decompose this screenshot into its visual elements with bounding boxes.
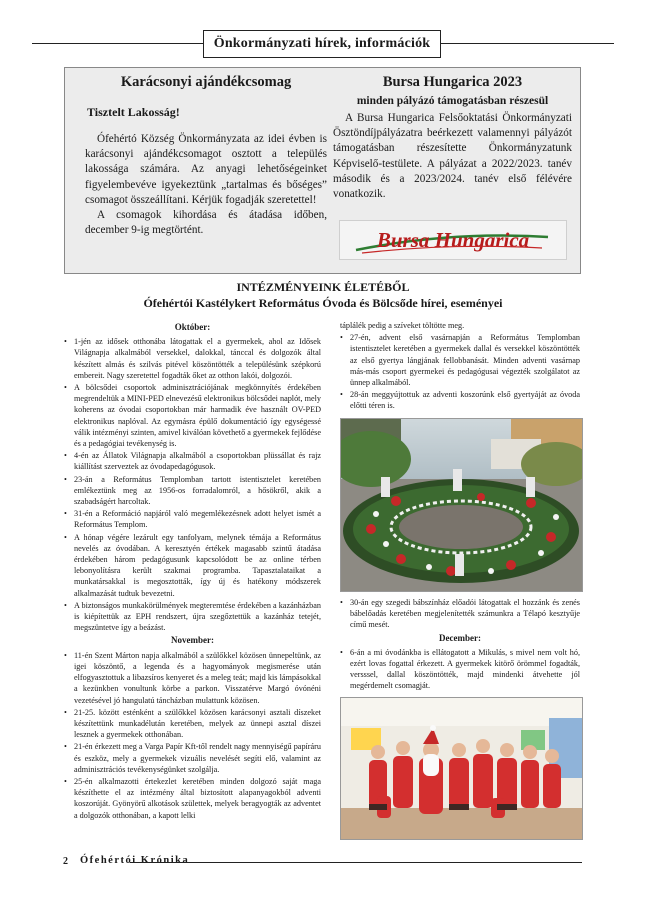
gift-package-title: Karácsonyi ajándékcsomag	[120, 74, 292, 90]
list-item: • A bölcsődei csoportok adminisztrációjának megkönnyítés érdekében megrendeltük a MINI-PED elnevezésű elektronikus bölcsődei naplót, mely koherens az óvodai csoportokban már harmadik éve használt OV-PED elektronikus naplóval. Az egymásra épülő dokumentáció így egységessé válik intézményi szinten, amivel kiválóan követhető a gyermekek fejlődése és a pedagógiai tevékenység is.	[64, 382, 321, 449]
gift-package-article	[85, 68, 327, 238]
left-column	[64, 320, 321, 822]
list-item: • A hónap végére lezárult egy tanfolyam, melynek témája a Református nevelés az óvodában. A keresztyén értékek magasabb szintű átadása érdekében három pedagógusunk kapcsolódott be az online térben lebonyolításra került szakmai programba. Tapasztalataikat a munkatársakkal is megosztották, így új és hatékony módszerek alkalmazását tudtuk bevezetni.	[64, 532, 321, 599]
section-banner	[203, 30, 441, 58]
section-subtitle: Ófehértói Kastélykert Református Óvoda és Bölcsőde hírei, eseményei	[143, 296, 503, 310]
right-column-lower	[340, 597, 580, 693]
group-photo-santa	[340, 697, 583, 840]
list-item: • 28-án meggyújtottuk az adventi koszorúnk első gyertyáját az óvoda előtti téren is.	[340, 389, 580, 411]
list-item: • 11-én Szent Márton napja alkalmából a szülőkkel közösen ünnepeltünk, az igei köszöntő, a legenda és a hagyományok megismerése után elfogyasztottuk a libazsíros kenyeret és a meleg teát; majd kis lámpásokkal a kezünkben vonultunk körbe a parkon. Visszatérve Margó óvónéni vezetésével jó hangulatú táncházban mulattunk közösen.	[64, 650, 321, 706]
list-item: • 25-én alkalmazotti értekezlet keretében minden dolgozó saját maga készíthette el az intézmény által biztosított alapanyagokból adventi koszorúját. Gyönyörű alkotások születtek, melyek beragyogták az adventet a dolgozók otthonában, a kapott lelki	[64, 776, 321, 821]
advent-wreath-illustration	[341, 419, 582, 591]
list-item: • 1-jén az idősek otthonába látogattak el a gyermekek, ahol az Idősek Világnapja alkalmából versekkel, dalokkal, tánccal és dolgozók által készített almás és szilvás pitével köszöntötték a településünk szépkorú embereit. Nagy szeretettel fogadták őket az otthon lakói, dolgozói.	[64, 336, 321, 381]
month-november-label: November:	[171, 635, 214, 646]
october-list	[64, 336, 321, 633]
continued-text: táplálék pedig a szíveket töltötte meg.	[340, 321, 465, 330]
page-number: 2	[63, 856, 68, 867]
publication-name: Ófehértói Krónika	[80, 855, 190, 866]
list-item: • 27-én, advent első vasárnapján a Református Templomban istentisztelet keretében a gyermekek dallal és versekkel köszöntötték az első gyertya lángjának fellobbanását. Minden adventi vasárnap más-más csoport gyermekei és pedagógusai végezték szolgálatot az ünnep alkalmából.	[340, 332, 580, 388]
right-column	[340, 320, 580, 413]
month-october-label: Október:	[174, 322, 211, 332]
gift-package-salute: Tisztelt Lakosság!	[87, 105, 180, 119]
month-december-label: December:	[439, 632, 481, 643]
bursa-title: Bursa Hungarica 2023	[382, 74, 523, 90]
list-item: • 21-én érkezett meg a Varga Papír Kft-től rendelt nagy mennyiségű papíráru és eszköz, mely a gyermekek vizuális nevelését segíti elő, valamint az adminisztrációs tevékenységünket szolgálja.	[64, 741, 321, 775]
section-title: INTÉZMÉNYEINK ÉLETÉBŐL	[236, 280, 410, 294]
november-list	[64, 650, 321, 821]
list-item: • 4-én az Állatok Világnapja alkalmából a csoportokban plüssállat és rajz kiállítást szerveztek az óvodapedagógusok.	[64, 450, 321, 472]
gift-package-paragraph: Ófehértó Község Önkormányzata az idei évben is karácsonyi ajándékcsomagot osztott a település lakossága számára. Az anyagi lehetőségeinket figyelembevéve igyekeztünk „tartalmas és bőséges” csomagot összeállítani. Kérjük fogadják szeretettel!	[85, 133, 327, 206]
section-banner-text: Önkormányzati hírek, információk	[213, 36, 431, 51]
list-item: • 6-án a mi óvodánkba is ellátogatott a Mikulás, s mivel nem volt hó, ezért lovas fogattal érkezett. A gyermekek kitörő örömmel fogadták, versssel, dallal köszöntötték, majd mindenki átvehette jól megérdemelt csomagját.	[340, 647, 580, 692]
bursa-article	[333, 68, 572, 252]
gift-package-paragraph-2: A csomagok kihordása és átadása időben, december 9-ig megtörtént.	[85, 209, 327, 237]
bursa-logo-text: Bursa Hungarica	[376, 228, 530, 252]
list-item: • 23-án a Református Templomban tartott istentisztelet keretében emlékeztünk meg az 1956-os forradalomról, a hősökről, akik a szabadságért harcoltak.	[64, 474, 321, 508]
footer-rule	[130, 862, 582, 863]
advent-wreath-photo	[340, 418, 583, 592]
december-list	[340, 647, 580, 692]
info-box	[64, 67, 581, 274]
group-photo-illustration	[341, 698, 582, 839]
bursa-paragraph: A Bursa Hungarica Felsőoktatási Önkormányzati Ösztöndíjpályázatra beérkezett valamennyi pályázót támogatásban részesítette Önkormányzatunk Képviselő-testülete. A pályázat a 2022/2023. tanév második és a 2023/2024. tanév első félévére vonatkozik.	[333, 112, 572, 201]
list-item: • A biztonságos munkakörülmények megteremtése érdekében a kazánházban is kiépítettük az EPH rendszert, újra szegőztettük a kazánház tetejét, megszüntetve így a beázást.	[64, 600, 321, 634]
november-final-list	[340, 597, 580, 631]
list-item: • 30-án egy szegedi bábszínház előadói látogattak el hozzánk és zenés bábelőadás keretében megjelenítették számunkra a Télapó kesztyűje című mesét.	[340, 597, 580, 631]
bursa-subtitle: minden pályázó támogatásban részesül	[356, 95, 549, 107]
list-item: • 31-én a Reformáció napjáról való megemlékezésnek adott helyet ismét a Református Templom.	[64, 508, 321, 530]
bursa-hungarica-logo	[339, 220, 567, 260]
november-continued-list	[340, 320, 580, 412]
bursa-logo-graphic	[342, 223, 564, 257]
list-item: • 21-25. között esténként a szülőkkel közösen karácsonyi asztali díszeket készítettünk munkadélután keretében, melyek az ünnepi asztal díszei lesznek a gyermekek otthonában.	[64, 707, 321, 741]
